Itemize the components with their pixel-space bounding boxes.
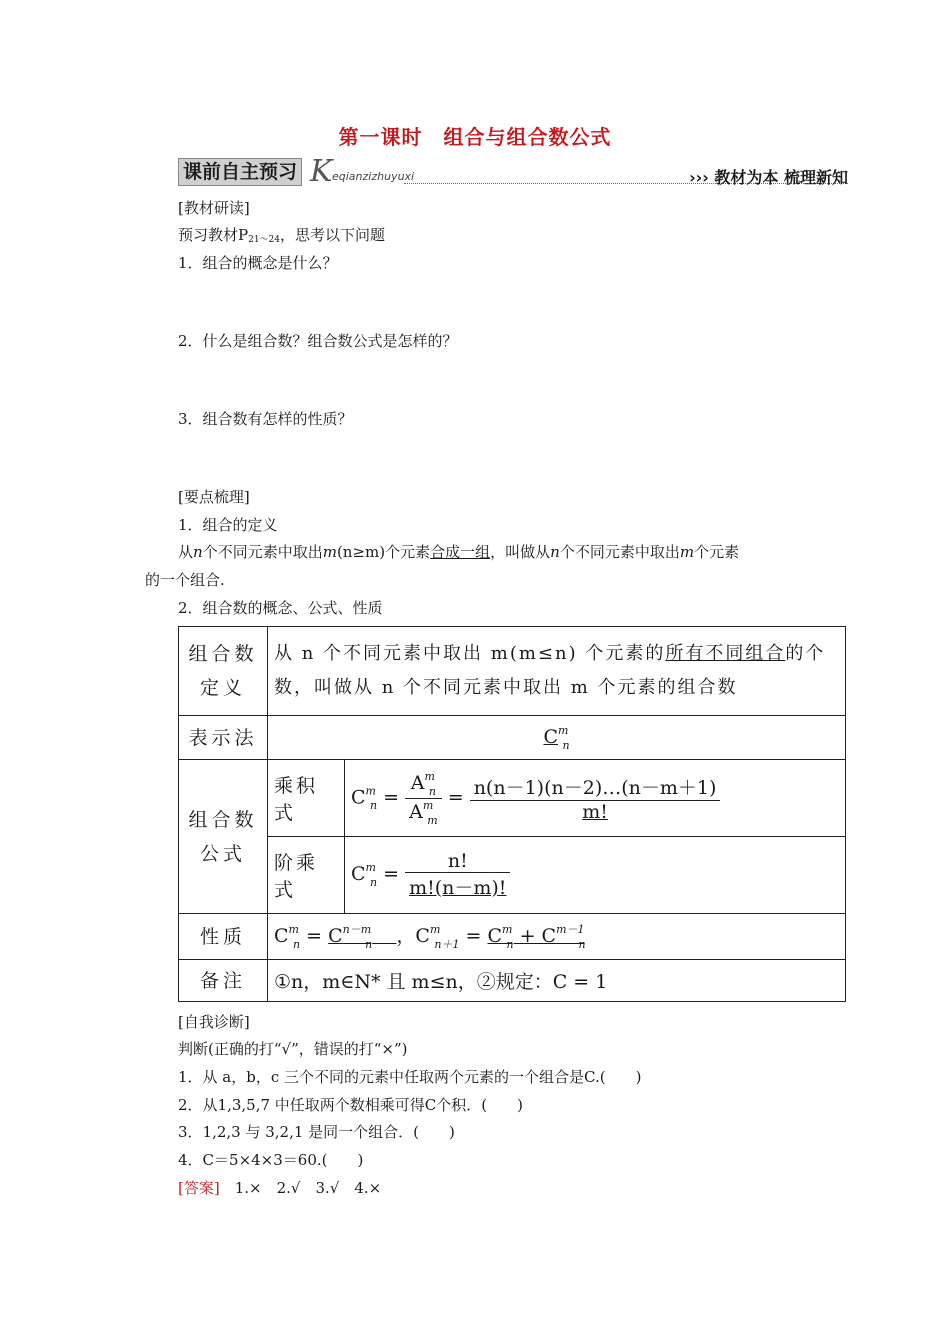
definition-title: 1．组合的定义: [178, 516, 278, 534]
factorial-formula: $C^m_n$ = $\frac{n!}{m!(n-m)!}$: [345, 837, 846, 914]
section-banner: [178, 156, 848, 188]
study-question-3: 3．组合数有怎样的性质？: [178, 410, 353, 428]
judge-item-3: 3．1,2,3 与 3,2,1 是同一个组合．( ): [178, 1123, 455, 1141]
definition-underlined: 合成一组: [430, 543, 491, 561]
table-row-property: [179, 914, 846, 960]
section-k-letter: K: [310, 154, 333, 189]
row-head-formula: 组合数公式: [179, 760, 268, 914]
study-question-1: 1．组合的概念是什么？: [178, 254, 338, 272]
property-cell: $C^m_n = C^{n-m}_n$ ，$C^m_{n+1} = C^m_n + C^{m-1}_n$: [268, 914, 846, 960]
diag-heading: [自我诊断]: [178, 1013, 250, 1031]
product-label: 乘积式: [268, 760, 345, 837]
diag-instruction: 判断(正确的打“√”，错误的打“×”): [178, 1040, 408, 1058]
definition-line-2: 的一个组合.: [145, 571, 225, 589]
table-row-definition: [179, 627, 846, 716]
answer-line: [178, 1177, 381, 1198]
points-heading: [要点梳理]: [178, 488, 250, 506]
row-head-definition: 组合数定义: [179, 627, 268, 716]
section-pinyin: eqianzizhuyuxi: [332, 170, 415, 183]
judge-item-4: 4．C＝5×4×3＝60.( ): [178, 1151, 364, 1169]
product-formula: $C^m_n$ = $\frac{A^m_n}{A^m_m}$ = $\frac{n(n-1)(n-2)\dots(n-m+1)}{m!}$: [345, 760, 846, 837]
table-row-note: [179, 960, 846, 1002]
table-row-factorial: [179, 837, 846, 914]
study-question-2: 2．什么是组合数？组合数公式是怎样的？: [178, 332, 458, 350]
number-title: 2．组合数的概念、公式、性质: [178, 599, 383, 617]
judge-item-2: 2．从1,3,5,7 中任取两个数相乘可得C个积．( ): [178, 1096, 523, 1114]
table-row-product: [179, 760, 846, 837]
page-title: 第一课时 组合与组合数公式: [338, 125, 612, 149]
section-slogan: ››› 教材为本 梳理新知: [689, 168, 848, 187]
note-cell: ①n，m∈N* 且 m≤n，②规定：C = 1: [268, 960, 846, 1002]
row-head-property: 性质: [179, 914, 268, 960]
row-head-note: 备注: [179, 960, 268, 1002]
definition-line-1: 从n个不同元素中取出m(n≥m)个元素合成一组，叫做从n个不同元素中取出m个元素: [178, 543, 740, 561]
combination-table: [178, 626, 846, 1002]
answer-text: 1.× 2.√ 3.√ 4.×: [234, 1179, 382, 1197]
factorial-label: 阶乘式: [268, 837, 345, 914]
study-heading: [教材研读]: [178, 199, 250, 217]
notation-cell: $C^m_n$: [268, 716, 846, 760]
row-head-notation: 表示法: [179, 716, 268, 760]
definition-cell: 从 n 个不同元素中取出 m(m≤n) 个元素的所有不同组合的个数，叫做从 n 个不同元素中取出 m 个元素的组合数: [268, 627, 846, 716]
section-label: 课前自主预习: [178, 158, 302, 186]
judge-item-1: 1．从 a，b，c 三个不同的元素中任取两个元素的一个组合是C.( ): [178, 1068, 642, 1086]
table-row-notation: [179, 716, 846, 760]
answer-label: [答案]: [178, 1179, 220, 1197]
study-intro: 预习教材P21～24，思考以下问题: [178, 226, 386, 245]
